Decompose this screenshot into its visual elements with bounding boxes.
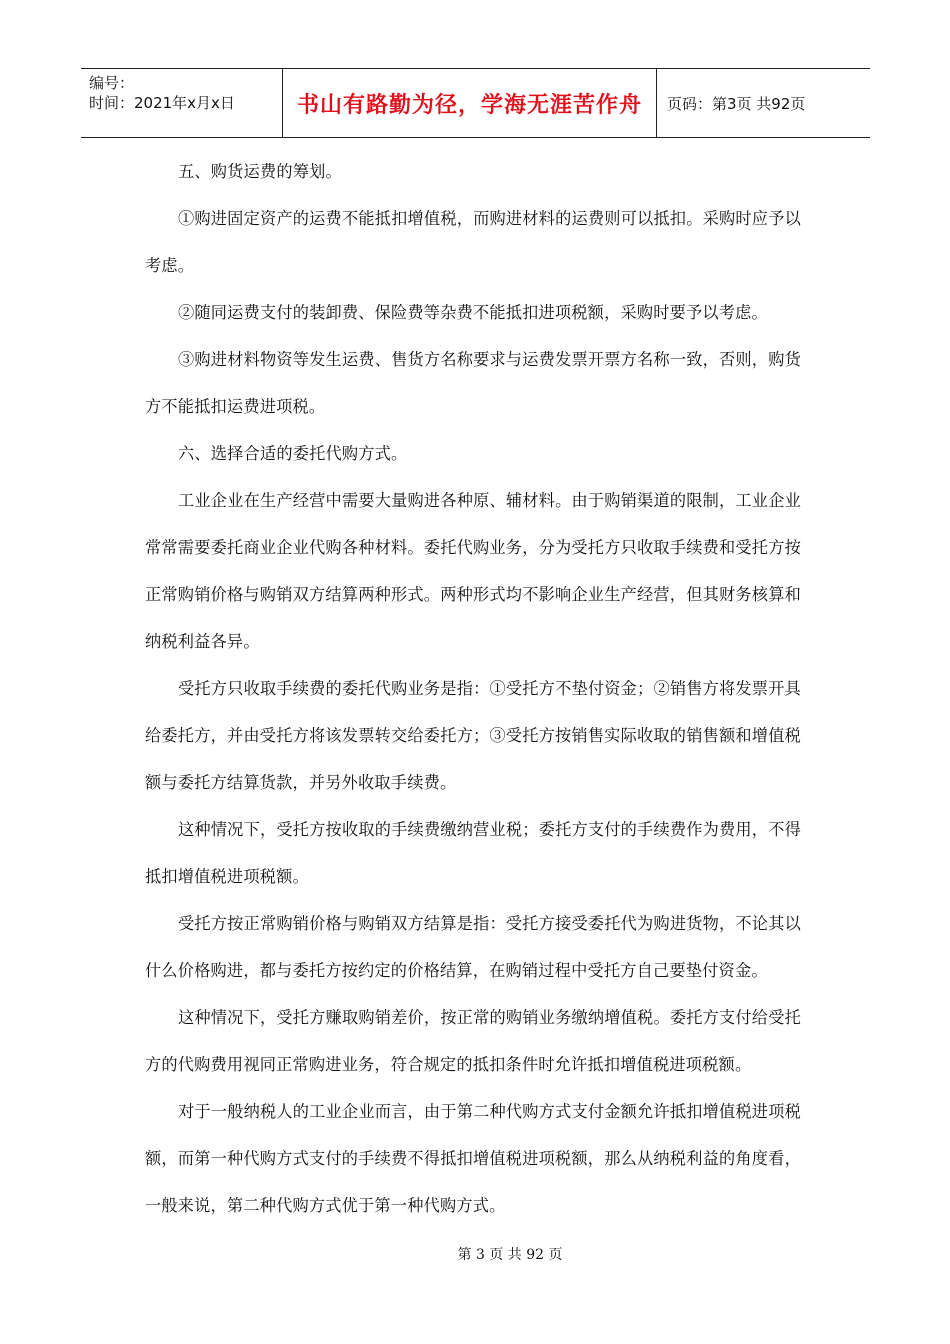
header-motto: 书山有路勤为径，学海无涯苦作舟 xyxy=(283,69,657,137)
body-paragraph: 这种情况下，受托方赚取购销差价，按正常的购销业务缴纳增值税。委托方支付给受托方的代购费用视同正常购进业务，符合规定的抵扣条件时允许抵扣增值税进项税额。 xyxy=(145,1008,801,1074)
header-meta xyxy=(81,69,283,137)
body-paragraph: 受托方只收取手续费的委托代购业务是指：①受托方不垫付资金；②销售方将发票开具给委托方，并由受托方将该发票转交给委托方；③受托方按销售实际收取的销售额和增值税额与委托方结算货款，并另外收取手续费。 xyxy=(145,679,801,792)
body-paragraph: ①购进固定资产的运费不能抵扣增值税，而购进材料的运费则可以抵扣。采购时应予以考虑。 xyxy=(145,209,801,275)
number-label: 编号： xyxy=(89,74,135,92)
body-paragraph: 工业企业在生产经营中需要大量购进各种原、辅材料。由于购销渠道的限制，工业企业常常需要委托商业企业代购各种材料。委托代购业务，分为受托方只收取手续费和受托方按正常购销价格与购销双方结算两种形式。两种形式均不影响企业生产经营，但其财务核算和纳税利益各异。 xyxy=(145,491,801,651)
header-page-info: 页码：第3页 共92页 xyxy=(667,94,806,113)
section-heading: 六、选择合适的委托代购方式。 xyxy=(178,444,408,463)
page-footer: 第 3 页 共 92 页 xyxy=(457,1247,563,1263)
time-label: 时间：2021年x月x日 xyxy=(89,94,235,112)
body-paragraph: ③购进材料物资等发生运费、售货方名称要求与运费发票开票方名称一致，否则，购货方不能抵扣运费进项税。 xyxy=(145,350,801,416)
body-paragraph: 对于一般纳税人的工业企业而言，由于第二种代购方式支付金额允许抵扣增值税进项税额，而第一种代购方式支付的手续费不得抵扣增值税进项税额，那么从纳税利益的角度看，一般来说，第二种代购方式优于第一种代购方式。 xyxy=(145,1102,801,1215)
section-heading: 五、购货运费的筹划。 xyxy=(178,162,342,181)
body-paragraph: 受托方按正常购销价格与购销双方结算是指：受托方接受委托代为购进货物，不论其以什么价格购进，都与委托方按约定的价格结算，在购销过程中受托方自己要垫付资金。 xyxy=(145,914,801,980)
document-body xyxy=(145,148,801,1229)
body-paragraph: ②随同运费支付的装卸费、保险费等杂费不能抵扣进项税额，采购时要予以考虑。 xyxy=(178,303,768,322)
page-header xyxy=(81,68,870,138)
body-paragraph: 这种情况下，受托方按收取的手续费缴纳营业税；委托方支付的手续费作为费用，不得抵扣增值税进项税额。 xyxy=(145,820,801,886)
